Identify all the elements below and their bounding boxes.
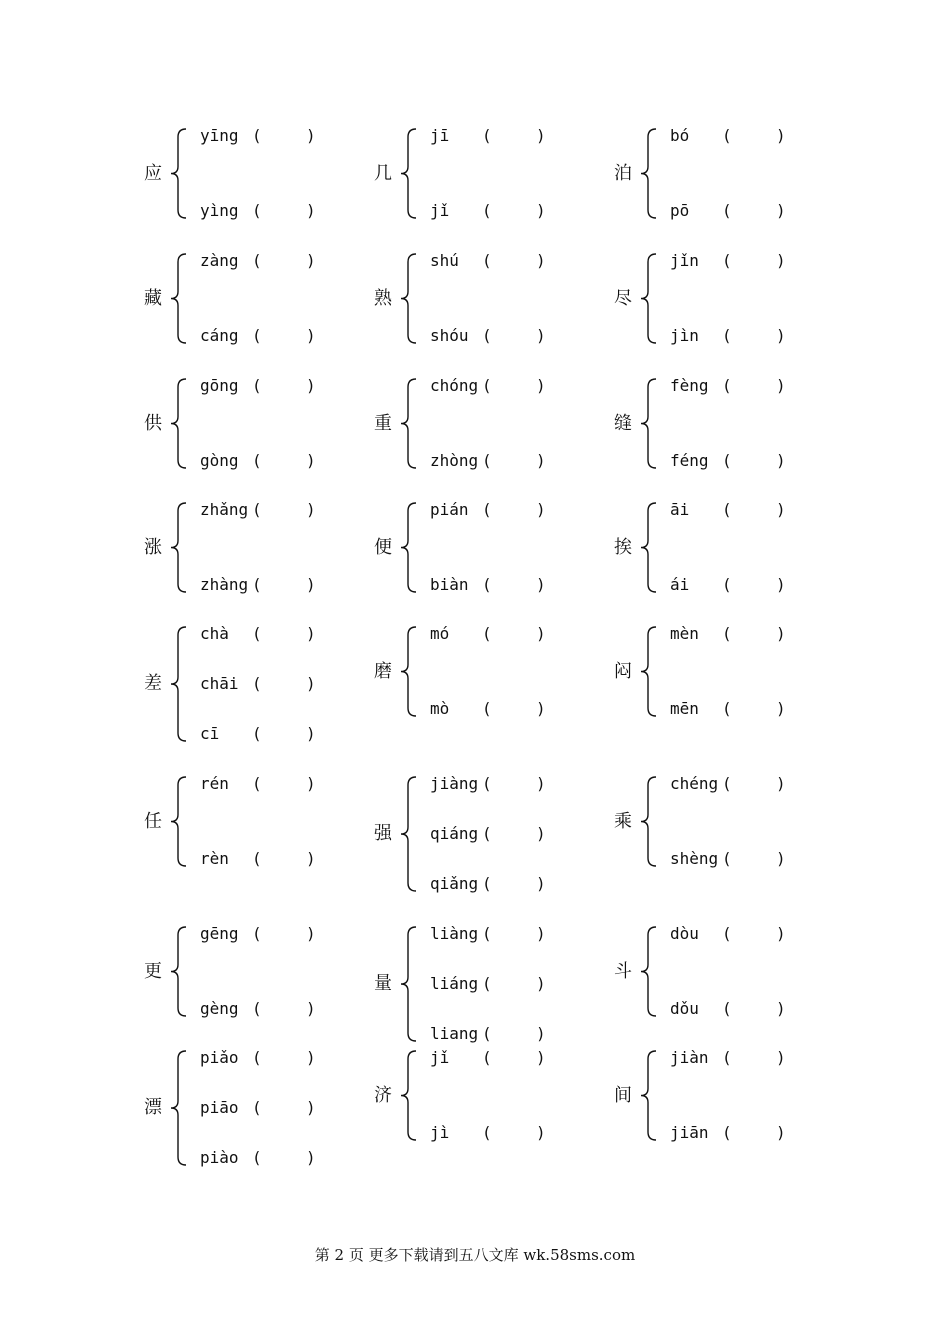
- pinyin-reading: gèng: [200, 999, 239, 1018]
- pinyin-reading: liang: [430, 1024, 479, 1043]
- pinyin-reading: jǐ: [430, 1048, 450, 1067]
- answer-paren-close: ): [306, 774, 316, 793]
- brace-icon: [170, 128, 188, 219]
- answer-paren-open: (: [722, 1123, 732, 1142]
- character: 乘: [614, 810, 632, 832]
- answer-paren-open: (: [482, 974, 492, 993]
- pinyin-reading: mò: [430, 699, 450, 718]
- answer-paren-close: ): [776, 1048, 786, 1067]
- answer-paren-open: (: [252, 1048, 262, 1067]
- answer-paren-open: (: [722, 376, 732, 395]
- answer-paren-open: (: [482, 824, 492, 843]
- answer-paren-close: ): [306, 1098, 316, 1117]
- pinyin-reading: shú: [430, 251, 459, 270]
- answer-blank[interactable]: [496, 575, 534, 595]
- answer-paren-close: ): [776, 326, 786, 345]
- answer-paren-close: ): [536, 774, 546, 793]
- answer-blank[interactable]: [266, 674, 304, 694]
- character: 尽: [614, 287, 632, 309]
- pinyin-reading: dòu: [670, 924, 699, 943]
- answer-blank[interactable]: [266, 500, 304, 520]
- answer-paren-open: (: [482, 774, 492, 793]
- pinyin-reading: jiàng: [430, 774, 479, 793]
- pinyin-reading: qiáng: [430, 824, 479, 843]
- answer-blank[interactable]: [496, 874, 534, 894]
- answer-paren-open: (: [482, 1024, 492, 1043]
- character: 间: [614, 1084, 632, 1106]
- pinyin-reading: rèn: [200, 849, 229, 868]
- brace-icon: [400, 502, 418, 593]
- pinyin-reading: shóu: [430, 326, 469, 345]
- answer-paren-open: (: [482, 326, 492, 345]
- answer-blank[interactable]: [496, 624, 534, 644]
- character: 量: [374, 973, 392, 994]
- character: 几: [374, 162, 392, 184]
- character: 重: [374, 412, 392, 434]
- character: 供: [144, 412, 162, 434]
- answer-paren-open: (: [722, 1048, 732, 1067]
- answer-paren-close: ): [306, 724, 316, 743]
- answer-paren-open: (: [482, 699, 492, 718]
- pinyin-reading: zàng: [200, 251, 239, 270]
- answer-paren-open: (: [252, 1098, 262, 1117]
- pinyin-reading: jì: [430, 1123, 450, 1142]
- answer-blank[interactable]: [266, 326, 304, 346]
- brace-icon: [170, 502, 188, 593]
- answer-paren-close: ): [776, 1123, 786, 1142]
- character: 闷: [614, 660, 632, 682]
- answer-paren-open: (: [252, 724, 262, 743]
- brace-icon: [640, 502, 658, 593]
- answer-paren-close: ): [536, 126, 546, 145]
- answer-blank[interactable]: [496, 1123, 534, 1143]
- answer-paren-close: ): [306, 376, 316, 395]
- answer-paren-open: (: [482, 201, 492, 220]
- answer-blank[interactable]: [266, 251, 304, 271]
- answer-paren-close: ): [306, 849, 316, 868]
- character: 涨: [144, 536, 162, 558]
- answer-blank[interactable]: [736, 376, 774, 396]
- answer-paren-close: ): [536, 699, 546, 718]
- answer-blank[interactable]: [266, 1148, 304, 1168]
- answer-paren-open: (: [722, 451, 732, 470]
- answer-blank[interactable]: [496, 251, 534, 271]
- answer-paren-close: ): [306, 500, 316, 519]
- character: 济: [374, 1084, 392, 1106]
- answer-blank[interactable]: [266, 575, 304, 595]
- answer-paren-close: ): [306, 1148, 316, 1167]
- answer-paren-open: (: [482, 924, 492, 943]
- answer-blank[interactable]: [736, 699, 774, 719]
- pinyin-reading: bó: [670, 126, 690, 145]
- answer-blank[interactable]: [736, 924, 774, 944]
- answer-blank[interactable]: [496, 699, 534, 719]
- pinyin-reading: gòng: [200, 451, 239, 470]
- brace-icon: [170, 626, 188, 742]
- answer-blank[interactable]: [736, 126, 774, 146]
- pinyin-reading: jǐn: [670, 251, 699, 270]
- answer-blank[interactable]: [736, 999, 774, 1019]
- answer-blank[interactable]: [266, 1098, 304, 1118]
- answer-paren-close: ): [536, 575, 546, 594]
- answer-paren-close: ): [776, 624, 786, 643]
- character: 差: [144, 673, 162, 694]
- character: 任: [144, 810, 162, 832]
- answer-blank[interactable]: [496, 1024, 534, 1044]
- answer-paren-close: ): [536, 1024, 546, 1043]
- brace-icon: [170, 926, 188, 1017]
- brace-icon: [640, 776, 658, 867]
- pinyin-reading: āi: [670, 500, 690, 519]
- answer-paren-open: (: [252, 376, 262, 395]
- answer-blank[interactable]: [736, 575, 774, 595]
- answer-paren-open: (: [482, 500, 492, 519]
- pinyin-reading: ái: [670, 575, 690, 594]
- answer-paren-open: (: [482, 874, 492, 893]
- answer-paren-open: (: [252, 500, 262, 519]
- answer-paren-open: (: [252, 251, 262, 270]
- pinyin-reading: zhǎng: [200, 500, 249, 519]
- answer-paren-close: ): [776, 126, 786, 145]
- answer-paren-open: (: [482, 624, 492, 643]
- pinyin-reading: piào: [200, 1148, 239, 1167]
- answer-paren-close: ): [536, 824, 546, 843]
- answer-paren-close: ): [776, 451, 786, 470]
- answer-paren-close: ): [306, 1048, 316, 1067]
- answer-paren-close: ): [776, 376, 786, 395]
- answer-blank[interactable]: [736, 1048, 774, 1068]
- answer-blank[interactable]: [736, 500, 774, 520]
- answer-blank[interactable]: [496, 774, 534, 794]
- answer-blank[interactable]: [266, 724, 304, 744]
- answer-blank[interactable]: [266, 774, 304, 794]
- answer-paren-close: ): [776, 500, 786, 519]
- answer-paren-close: ): [536, 874, 546, 893]
- brace-icon: [640, 926, 658, 1017]
- answer-blank[interactable]: [496, 126, 534, 146]
- answer-paren-close: ): [536, 201, 546, 220]
- answer-paren-open: (: [252, 575, 262, 594]
- answer-paren-open: (: [252, 451, 262, 470]
- answer-paren-open: (: [722, 699, 732, 718]
- answer-paren-close: ): [536, 376, 546, 395]
- character: 缝: [614, 412, 632, 434]
- brace-icon: [400, 776, 418, 892]
- answer-paren-close: ): [306, 451, 316, 470]
- answer-paren-close: ): [536, 1123, 546, 1142]
- pinyin-reading: gēng: [200, 924, 239, 943]
- answer-paren-close: ): [776, 999, 786, 1018]
- pinyin-reading: jìn: [670, 326, 699, 345]
- pinyin-reading: qiǎng: [430, 874, 479, 893]
- brace-icon: [400, 128, 418, 219]
- answer-blank[interactable]: [496, 1048, 534, 1068]
- pinyin-reading: féng: [670, 451, 709, 470]
- character: 藏: [144, 287, 162, 309]
- answer-paren-open: (: [482, 376, 492, 395]
- answer-blank[interactable]: [736, 774, 774, 794]
- answer-paren-close: ): [776, 575, 786, 594]
- answer-paren-close: ): [306, 924, 316, 943]
- brace-icon: [400, 626, 418, 717]
- answer-paren-close: ): [776, 774, 786, 793]
- answer-paren-close: ): [306, 674, 316, 693]
- answer-blank[interactable]: [266, 924, 304, 944]
- answer-paren-close: ): [776, 251, 786, 270]
- answer-paren-close: ): [776, 924, 786, 943]
- pinyin-reading: biàn: [430, 575, 469, 594]
- answer-blank[interactable]: [266, 999, 304, 1019]
- answer-paren-open: (: [722, 849, 732, 868]
- answer-paren-close: ): [536, 924, 546, 943]
- answer-blank[interactable]: [266, 126, 304, 146]
- answer-paren-close: ): [306, 624, 316, 643]
- answer-blank[interactable]: [736, 451, 774, 471]
- answer-blank[interactable]: [496, 974, 534, 994]
- answer-paren-close: ): [536, 451, 546, 470]
- brace-icon: [400, 378, 418, 469]
- pinyin-reading: gōng: [200, 376, 239, 395]
- answer-blank[interactable]: [266, 201, 304, 221]
- brace-icon: [400, 926, 418, 1042]
- answer-paren-close: ): [536, 974, 546, 993]
- answer-paren-open: (: [482, 1123, 492, 1142]
- character: 挨: [614, 536, 632, 558]
- brace-icon: [170, 776, 188, 867]
- answer-blank[interactable]: [496, 500, 534, 520]
- answer-paren-open: (: [252, 924, 262, 943]
- answer-paren-open: (: [722, 251, 732, 270]
- answer-paren-open: (: [482, 1048, 492, 1067]
- character: 熟: [374, 287, 392, 309]
- answer-paren-close: ): [776, 201, 786, 220]
- pinyin-reading: rén: [200, 774, 229, 793]
- answer-paren-open: (: [482, 126, 492, 145]
- brace-icon: [170, 1050, 188, 1166]
- pinyin-reading: chà: [200, 624, 229, 643]
- character: 斗: [614, 960, 632, 982]
- answer-blank[interactable]: [736, 624, 774, 644]
- pinyin-reading: chóng: [430, 376, 479, 395]
- answer-blank[interactable]: [266, 451, 304, 471]
- answer-paren-open: (: [252, 126, 262, 145]
- answer-paren-open: (: [252, 849, 262, 868]
- answer-paren-close: ): [306, 326, 316, 345]
- answer-paren-open: (: [482, 575, 492, 594]
- answer-blank[interactable]: [496, 376, 534, 396]
- brace-icon: [640, 626, 658, 717]
- answer-paren-open: (: [482, 251, 492, 270]
- brace-icon: [640, 253, 658, 344]
- answer-paren-open: (: [722, 126, 732, 145]
- page-footer: 第 2 页 更多下载请到五八文库 wk.58sms.com: [314, 1246, 636, 1264]
- pinyin-reading: liáng: [430, 974, 479, 993]
- answer-paren-open: (: [252, 201, 262, 220]
- answer-paren-close: ): [536, 624, 546, 643]
- answer-paren-close: ): [306, 126, 316, 145]
- answer-paren-open: (: [722, 326, 732, 345]
- answer-blank[interactable]: [496, 326, 534, 346]
- character: 磨: [374, 660, 392, 682]
- answer-paren-open: (: [722, 774, 732, 793]
- answer-blank[interactable]: [266, 849, 304, 869]
- answer-blank[interactable]: [266, 624, 304, 644]
- pinyin-reading: cī: [200, 724, 220, 743]
- pinyin-reading: jǐ: [430, 201, 450, 220]
- character: 便: [374, 536, 392, 558]
- answer-blank[interactable]: [266, 376, 304, 396]
- pinyin-reading: zhòng: [430, 451, 479, 470]
- brace-icon: [400, 1050, 418, 1141]
- answer-blank[interactable]: [736, 849, 774, 869]
- pinyin-reading: pián: [430, 500, 469, 519]
- brace-icon: [640, 128, 658, 219]
- pinyin-reading: piāo: [200, 1098, 239, 1117]
- answer-paren-close: ): [306, 201, 316, 220]
- pinyin-reading: yīng: [200, 126, 239, 145]
- answer-paren-open: (: [722, 500, 732, 519]
- answer-blank[interactable]: [496, 824, 534, 844]
- answer-blank[interactable]: [736, 1123, 774, 1143]
- pinyin-reading: mèn: [670, 624, 699, 643]
- answer-paren-close: ): [306, 999, 316, 1018]
- pinyin-reading: cáng: [200, 326, 239, 345]
- answer-paren-close: ): [536, 251, 546, 270]
- answer-blank[interactable]: [496, 451, 534, 471]
- answer-paren-open: (: [722, 575, 732, 594]
- brace-icon: [170, 378, 188, 469]
- brace-icon: [640, 1050, 658, 1141]
- pinyin-reading: mó: [430, 624, 450, 643]
- pinyin-reading: chéng: [670, 774, 719, 793]
- pinyin-reading: chāi: [200, 674, 239, 693]
- character: 应: [144, 162, 162, 184]
- answer-paren-open: (: [252, 674, 262, 693]
- answer-paren-open: (: [252, 1148, 262, 1167]
- answer-paren-close: ): [776, 699, 786, 718]
- brace-icon: [170, 253, 188, 344]
- character: 泊: [614, 162, 632, 184]
- answer-blank[interactable]: [736, 251, 774, 271]
- pinyin-reading: pō: [670, 201, 690, 220]
- answer-paren-open: (: [722, 924, 732, 943]
- answer-paren-open: (: [722, 999, 732, 1018]
- answer-paren-open: (: [252, 774, 262, 793]
- answer-blank[interactable]: [736, 326, 774, 346]
- answer-paren-close: ): [536, 1048, 546, 1067]
- pinyin-reading: fèng: [670, 376, 709, 395]
- pinyin-reading: dǒu: [670, 999, 699, 1018]
- pinyin-reading: yìng: [200, 201, 239, 220]
- answer-paren-open: (: [252, 624, 262, 643]
- answer-paren-open: (: [482, 451, 492, 470]
- answer-paren-close: ): [306, 251, 316, 270]
- answer-paren-open: (: [722, 201, 732, 220]
- brace-icon: [400, 253, 418, 344]
- character: 漂: [144, 1097, 162, 1118]
- brace-icon: [640, 378, 658, 469]
- answer-blank[interactable]: [266, 1048, 304, 1068]
- answer-paren-close: ): [536, 500, 546, 519]
- pinyin-reading: liàng: [430, 924, 479, 943]
- pinyin-reading: zhàng: [200, 575, 249, 594]
- answer-paren-close: ): [536, 326, 546, 345]
- answer-paren-close: ): [776, 849, 786, 868]
- answer-paren-open: (: [722, 624, 732, 643]
- pinyin-reading: jī: [430, 126, 450, 145]
- answer-paren-close: ): [306, 575, 316, 594]
- pinyin-reading: jiān: [670, 1123, 709, 1142]
- answer-paren-open: (: [252, 326, 262, 345]
- answer-blank[interactable]: [736, 201, 774, 221]
- answer-blank[interactable]: [496, 201, 534, 221]
- pinyin-reading: shèng: [670, 849, 719, 868]
- character: 强: [374, 823, 392, 844]
- answer-paren-open: (: [252, 999, 262, 1018]
- character: 更: [144, 960, 162, 982]
- pinyin-reading: jiàn: [670, 1048, 709, 1067]
- pinyin-reading: piǎo: [200, 1048, 239, 1067]
- pinyin-reading: mēn: [670, 699, 699, 718]
- answer-blank[interactable]: [496, 924, 534, 944]
